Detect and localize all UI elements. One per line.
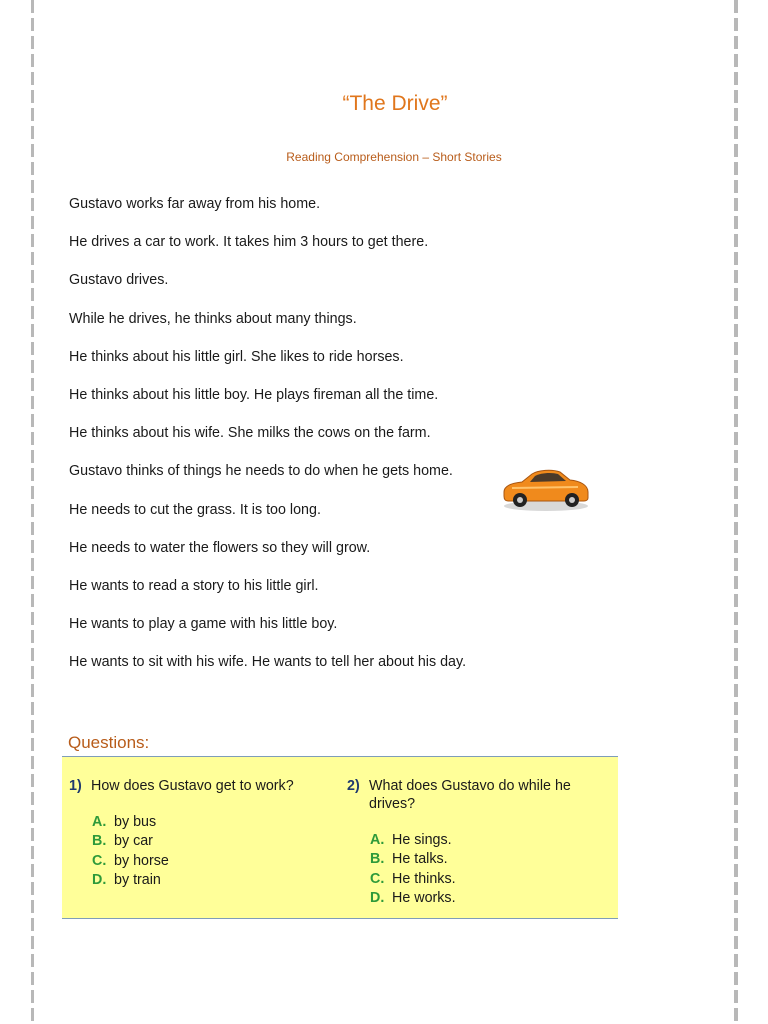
story-line: He thinks about his little girl. She likes to ride horses. bbox=[69, 348, 404, 365]
answer-option bbox=[92, 832, 169, 851]
option-text: He talks. bbox=[392, 851, 448, 868]
option-text: by car bbox=[114, 833, 153, 850]
question-1 bbox=[69, 777, 329, 888]
option-text: He thinks. bbox=[392, 870, 456, 887]
answer-option bbox=[370, 870, 456, 889]
question-number: 1) bbox=[69, 778, 82, 794]
story-line: While he drives, he thinks about many things. bbox=[69, 310, 357, 327]
answer-option bbox=[370, 889, 456, 908]
question-text: How does Gustavo get to work? bbox=[91, 778, 294, 794]
questions-heading: Questions: bbox=[68, 733, 150, 752]
story-line: Gustavo drives. bbox=[69, 272, 169, 289]
story-subtitle: Reading Comprehension – Short Stories bbox=[286, 150, 502, 164]
story-text bbox=[69, 196, 589, 692]
car-hub-front bbox=[517, 497, 523, 503]
answer-option bbox=[92, 871, 169, 890]
story-title: “The Drive” bbox=[342, 92, 448, 115]
story-line: He wants to sit with his wife. He wants to tell her about his day. bbox=[69, 654, 467, 671]
option-letter: D. bbox=[92, 871, 107, 888]
story-line: He drives a car to work. It takes him 3 hours to get there. bbox=[69, 234, 429, 251]
story-line: Gustavo works far away from his home. bbox=[69, 196, 321, 212]
story-line: He thinks about his wife. She milks the cows on the farm. bbox=[69, 425, 431, 442]
option-letter: A. bbox=[92, 814, 107, 830]
answer-option bbox=[92, 852, 169, 871]
option-text: by horse bbox=[114, 852, 169, 869]
answer-option bbox=[370, 850, 456, 869]
story-line: Gustavo thinks of things he needs to do when he gets home. bbox=[69, 463, 453, 480]
question-text: What does Gustavo do while he drives? bbox=[369, 778, 571, 812]
story-line: He needs to cut the grass. It is too long. bbox=[69, 501, 321, 518]
option-letter: A. bbox=[370, 832, 385, 848]
answer-options bbox=[370, 831, 456, 908]
option-text: He sings. bbox=[392, 832, 452, 848]
question-2 bbox=[347, 777, 607, 906]
answer-option bbox=[370, 831, 456, 850]
option-text: He works. bbox=[392, 889, 456, 906]
story-line: He wants to read a story to his little girl. bbox=[69, 577, 319, 594]
car-highlight bbox=[512, 487, 578, 488]
story-line: He needs to water the flowers so they will grow. bbox=[69, 539, 371, 556]
option-letter: D. bbox=[370, 889, 385, 906]
option-letter: C. bbox=[370, 870, 385, 887]
option-letter: B. bbox=[92, 833, 107, 850]
option-letter: C. bbox=[92, 852, 107, 869]
option-text: by train bbox=[114, 871, 161, 888]
answer-options bbox=[92, 813, 169, 890]
car-icon bbox=[498, 462, 592, 514]
option-letter: B. bbox=[370, 851, 385, 868]
question-number: 2) bbox=[347, 778, 360, 794]
option-text: by bus bbox=[114, 814, 157, 830]
story-line: He wants to play a game with his little boy. bbox=[69, 616, 338, 633]
story-line: He thinks about his little boy. He plays fireman all the time. bbox=[69, 386, 439, 403]
car-hub-rear bbox=[569, 497, 575, 503]
questions-box bbox=[62, 756, 618, 919]
answer-option bbox=[92, 813, 169, 832]
